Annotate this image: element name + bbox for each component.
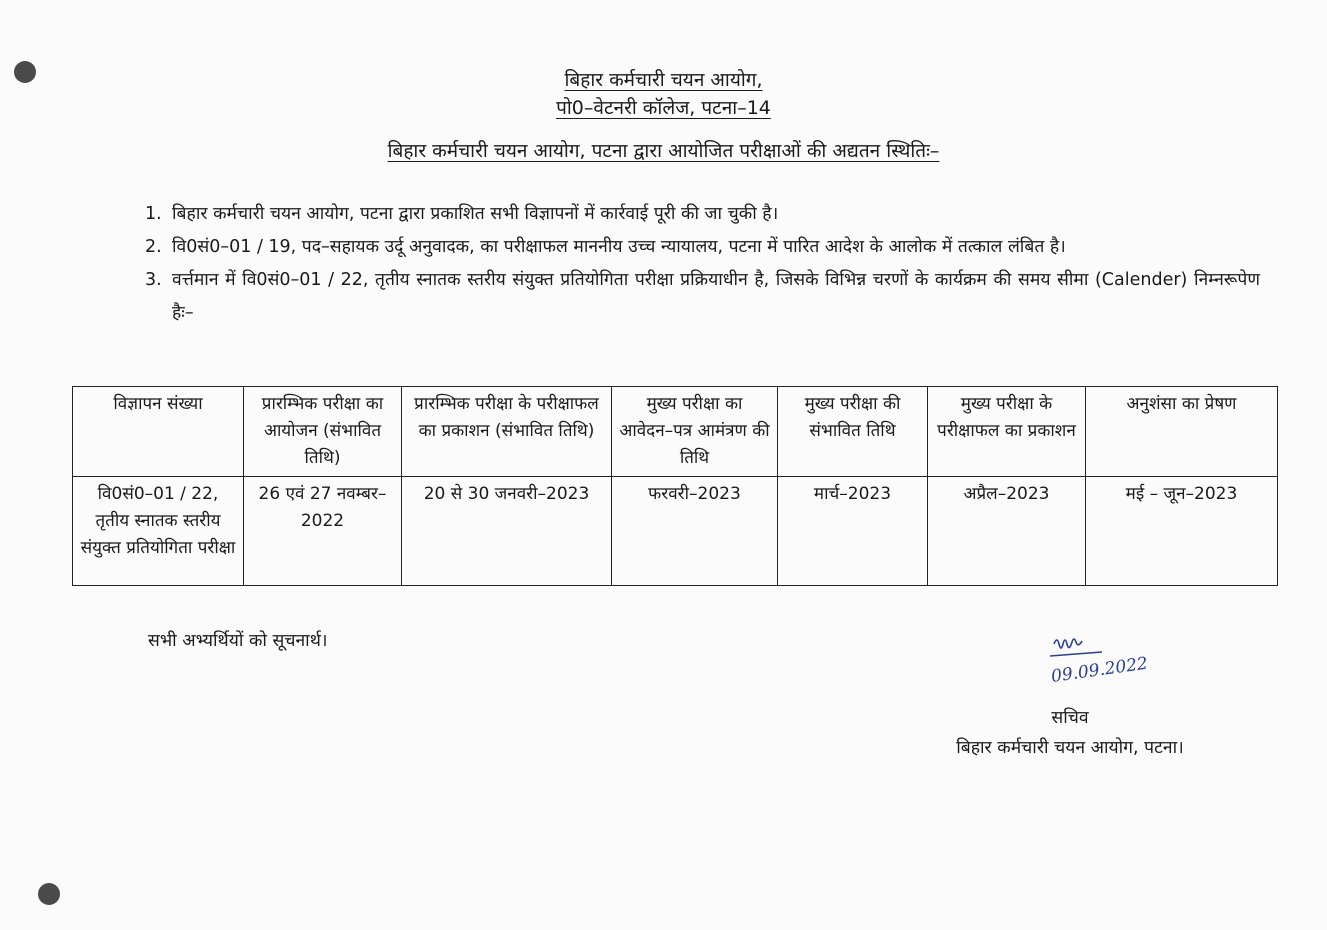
signatory-designation: सचिव xyxy=(1051,708,1089,728)
notice-points xyxy=(145,198,1260,330)
table-cell: अप्रैल–2023 xyxy=(928,477,1086,586)
table-cell: फरवरी–2023 xyxy=(612,477,778,586)
notice-title: बिहार कर्मचारी चयन आयोग, पटना द्वारा आयोजित परीक्षाओं की अद्यतन स्थितिः– xyxy=(387,140,940,162)
table-row xyxy=(73,477,1278,586)
signature-date: 09.09.2022 xyxy=(1049,653,1150,687)
table-cell: वि0सं0–01 / 22, तृतीय स्नातक स्तरीय संयुक्त प्रतियोगिता परीक्षा xyxy=(73,477,244,586)
list-item: 3. वर्त्तमान में वि0सं0–01 / 22, तृतीय स्नातक स्तरीय संयुक्त प्रतियोगिता परीक्षा प्रक्रियाधीन है, जिसके विभिन्न चरणों के कार्यक्रम की समय सीमा (Calender) निम्नरूपेण हैः– xyxy=(145,270,1260,323)
table-cell: 26 एवं 27 नवम्बर–2022 xyxy=(244,477,402,586)
handwritten-signature xyxy=(1032,632,1182,690)
list-item: 2. वि0सं0–01 / 19, पद–सहायक उर्दू अनुवादक, का परीक्षाफल माननीय उच्च न्यायालय, पटना में पारित आदेश के आलोक में तत्काल लंबित है। xyxy=(145,237,1066,257)
org-name-heading: बिहार कर्मचारी चयन आयोग, xyxy=(564,69,763,91)
signatory-block xyxy=(900,703,1240,763)
table-cell: मार्च–2023 xyxy=(778,477,928,586)
header-prelim-exam-date: प्रारम्भिक परीक्षा का आयोजन (संभावित तिथि) xyxy=(244,387,402,477)
header-mains-application-date: मुख्य परीक्षा का आवेदन–पत्र आमंत्रण की तिथि xyxy=(612,387,778,477)
punch-hole xyxy=(38,883,60,905)
table-cell: 20 से 30 जनवरी–2023 xyxy=(402,477,612,586)
notice-footer: सभी अभ्यर्थियों को सूचनार्थ। xyxy=(148,631,328,651)
signatory-organization: बिहार कर्मचारी चयन आयोग, पटना। xyxy=(956,738,1184,758)
header-prelim-result-date: प्रारम्भिक परीक्षा के परीक्षाफल का प्रकाशन (संभावित तिथि) xyxy=(402,387,612,477)
header-mains-exam-date: मुख्य परीक्षा की संभावित तिथि xyxy=(778,387,928,477)
list-item: 1. बिहार कर्मचारी चयन आयोग, पटना द्वारा प्रकाशित सभी विज्ञापनों में कार्रवाई पूरी की जा चुकी है। xyxy=(145,204,779,224)
table-cell: मई – जून–2023 xyxy=(1086,477,1278,586)
header-recommendation: अनुशंसा का प्रेषण xyxy=(1086,387,1278,477)
header-advt-number: विज्ञापन संख्या xyxy=(73,387,244,477)
schedule-table xyxy=(72,386,1278,586)
org-address-heading: पो0–वेटनरी कॉलेज, पटना–14 xyxy=(556,97,771,119)
header-mains-result-date: मुख्य परीक्षा के परीक्षाफल का प्रकाशन xyxy=(928,387,1086,477)
table-header-row xyxy=(73,387,1278,477)
